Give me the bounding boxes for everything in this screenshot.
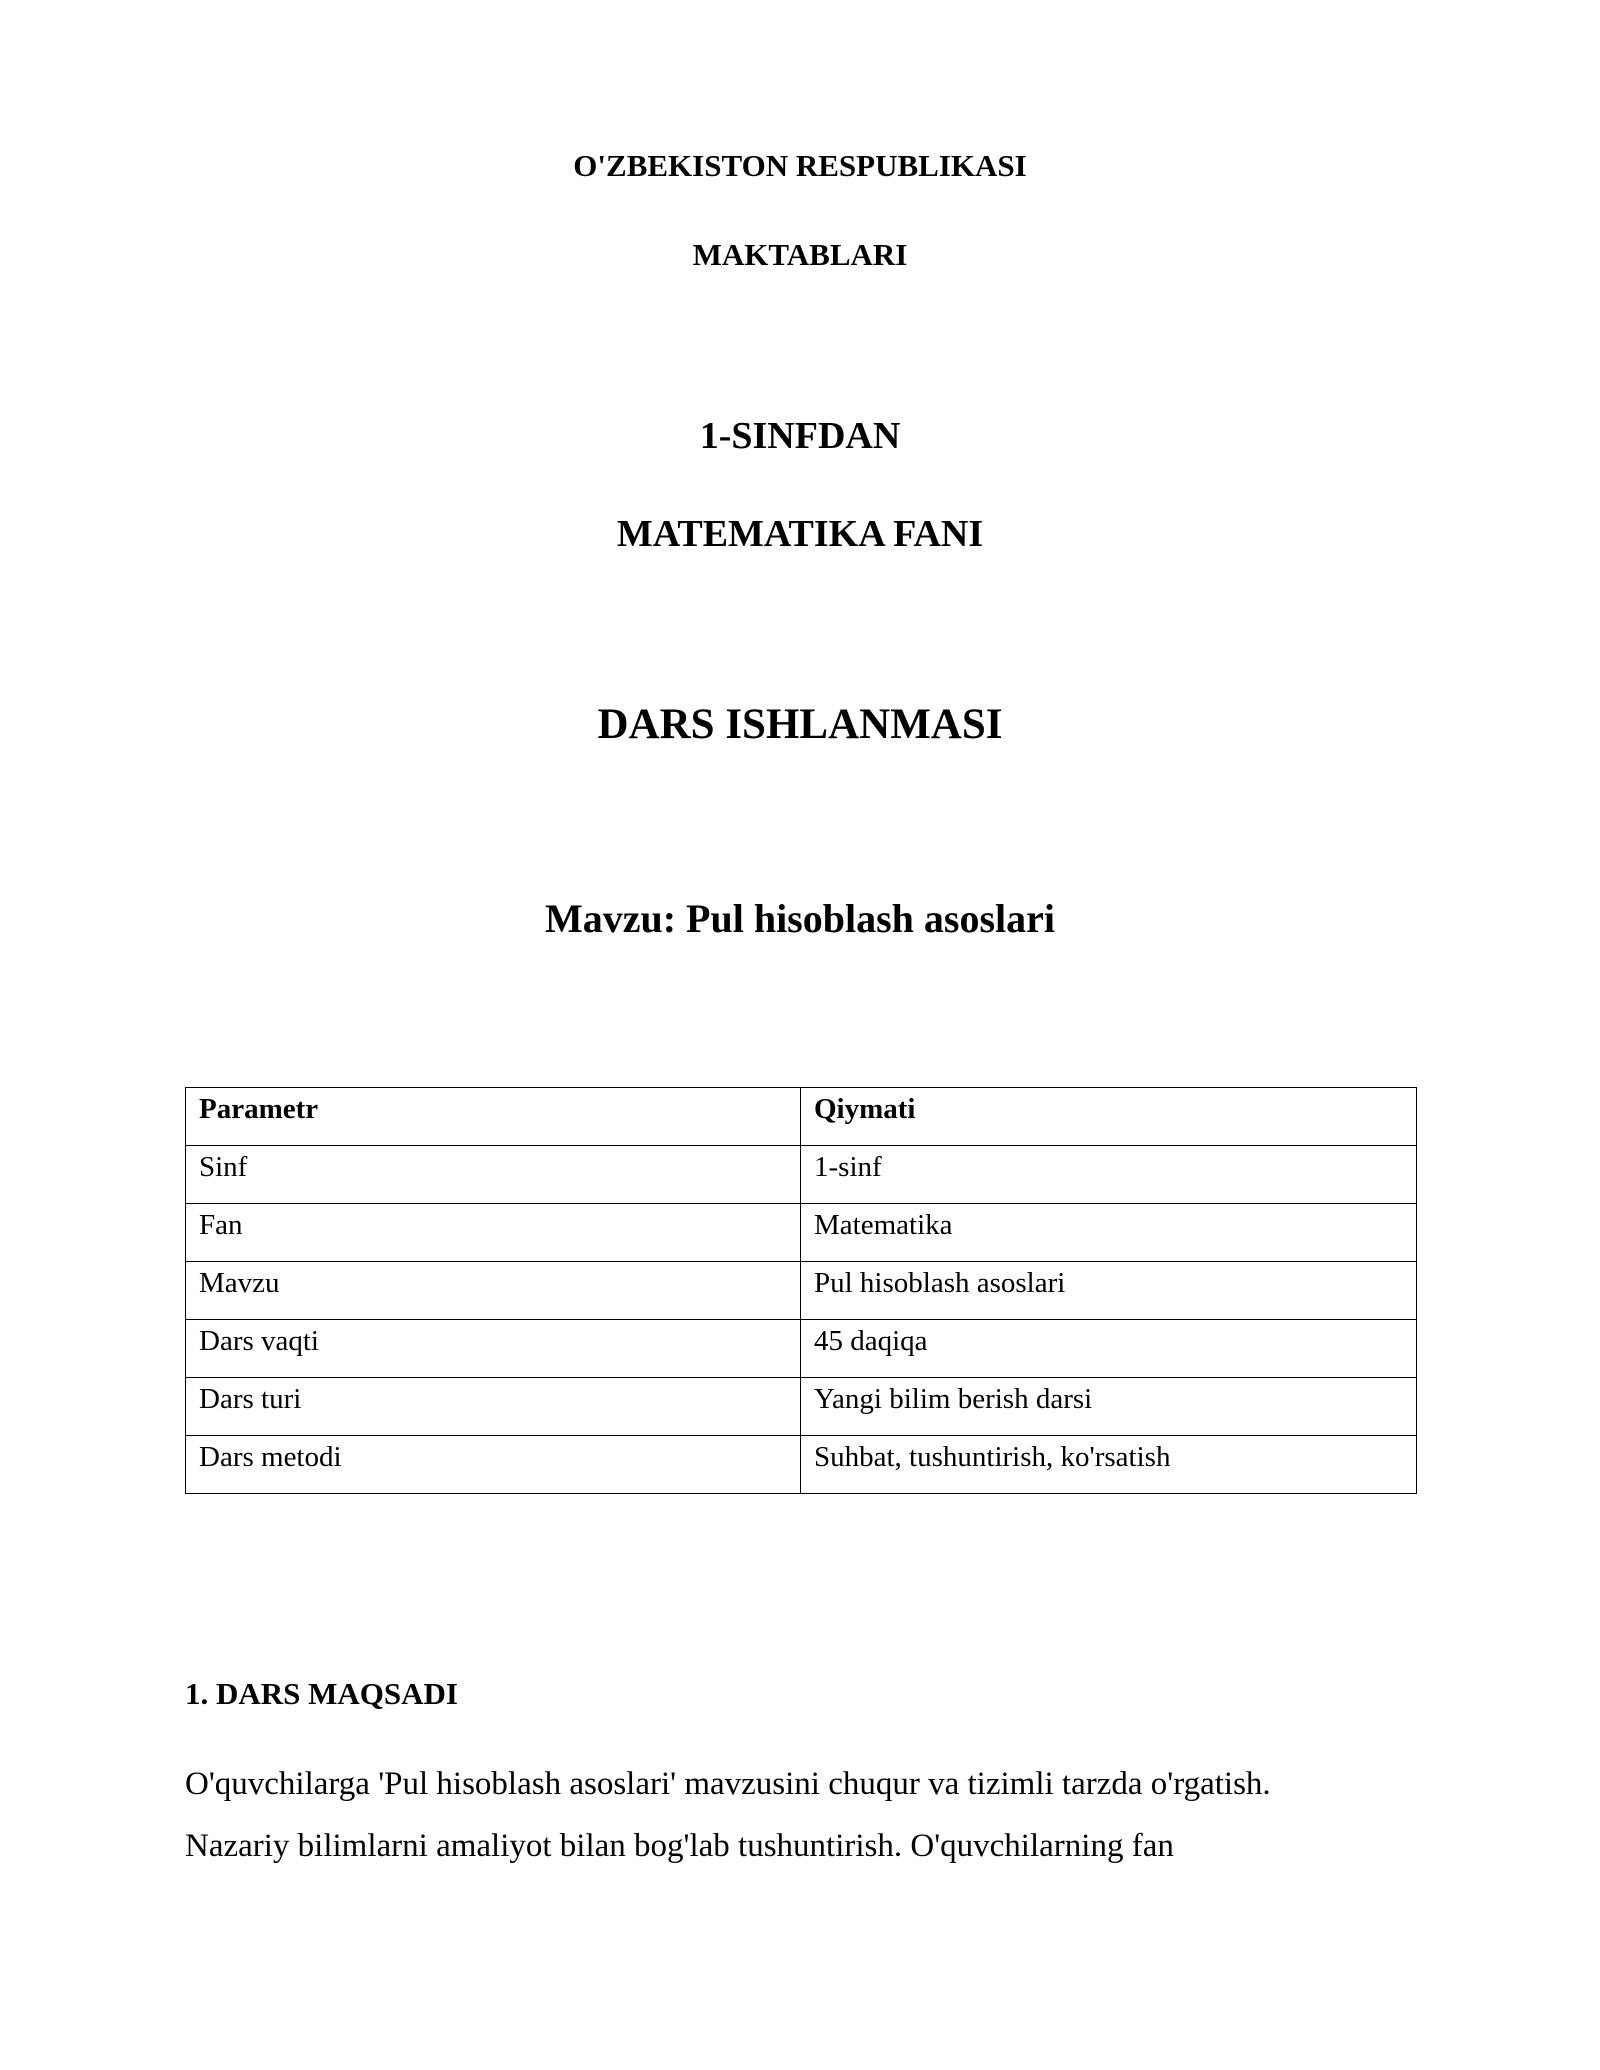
table-header-row xyxy=(186,1088,1417,1146)
value-cell: Suhbat, tushuntirish, ko'rsatish xyxy=(801,1436,1417,1494)
lesson-parameters-table xyxy=(185,1087,1417,1494)
table-row xyxy=(186,1320,1417,1378)
header-subject: MATEMATIKA FANI xyxy=(616,513,984,555)
parameter-cell: Dars turi xyxy=(186,1378,801,1436)
parameter-cell: Dars metodi xyxy=(186,1436,801,1494)
value-cell: 1-sinf xyxy=(801,1146,1417,1204)
table-row xyxy=(186,1262,1417,1320)
section-heading-lesson-goal: 1. DARS MAQSADI xyxy=(185,1676,458,1711)
table-row xyxy=(186,1146,1417,1204)
value-cell: 45 daqiqa xyxy=(801,1320,1417,1378)
parameter-cell: Fan xyxy=(186,1204,801,1262)
topic-heading: Mavzu: Pul hisoblash asoslari xyxy=(544,896,1056,941)
parameter-cell: Mavzu xyxy=(186,1262,801,1320)
table-row xyxy=(186,1436,1417,1494)
header-grade: 1-SINFDAN xyxy=(699,415,901,457)
paragraph-line: Nazariy bilimlarni amaliyot bilan bog'lab tushuntirish. O'quvchilarning fan xyxy=(185,1828,1174,1864)
value-cell: Pul hisoblash asoslari xyxy=(801,1262,1417,1320)
header-schools: MAKTABLARI xyxy=(692,237,908,272)
header-republic: O'ZBEKISTON RESPUBLIKASI xyxy=(573,148,1027,183)
column-header-parameter: Parametr xyxy=(186,1088,801,1146)
parameter-cell: Dars vaqti xyxy=(186,1320,801,1378)
value-cell: Yangi bilim berish darsi xyxy=(801,1378,1417,1436)
paragraph-line: O'quvchilarga 'Pul hisoblash asoslari' mavzusini chuqur va tizimli tarzda o'rgatish. xyxy=(185,1766,1271,1802)
value-cell: Matematika xyxy=(801,1204,1417,1262)
table-row xyxy=(186,1204,1417,1262)
document-title: DARS ISHLANMASI xyxy=(597,701,1003,748)
table-row xyxy=(186,1378,1417,1436)
parameter-cell: Sinf xyxy=(186,1146,801,1204)
column-header-value: Qiymati xyxy=(801,1088,1417,1146)
